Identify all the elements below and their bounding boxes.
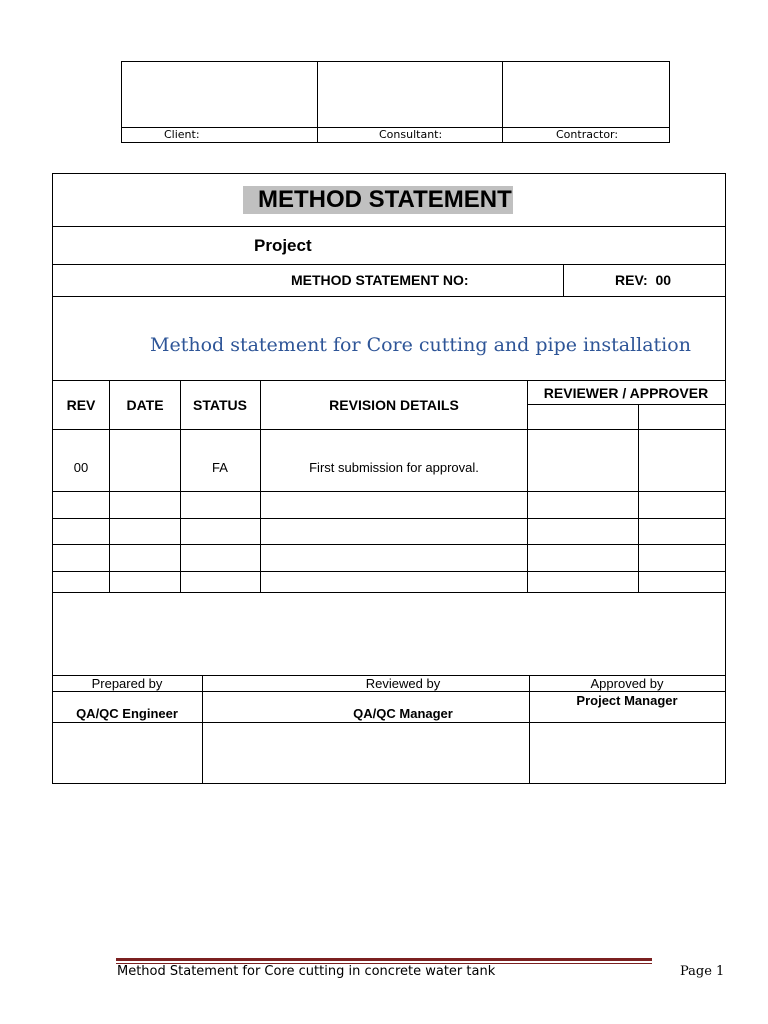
column-header-date: DATE	[126, 397, 164, 413]
approved-by-role: Project Manager	[576, 693, 678, 708]
column-header-reviewer-approver: REVIEWER / APPROVER	[543, 385, 709, 401]
table-cell-rev: 00	[73, 460, 89, 475]
client-label: Client:	[164, 128, 200, 141]
prepared-by-label: Prepared by	[91, 676, 163, 691]
consultant-label: Consultant:	[379, 128, 443, 141]
reviewed-by-role: QA/QC Manager	[353, 706, 453, 721]
document-title: METHOD STATEMENT	[243, 186, 513, 214]
project-label: Project	[254, 236, 312, 255]
table-cell-revision-details: First submission for approval.	[309, 460, 479, 475]
revision-number: REV: 00	[615, 272, 672, 288]
method-statement-description: Method statement for Core cutting and pipe installation	[150, 334, 691, 356]
approved-by-label: Approved by	[590, 676, 664, 691]
column-header-rev: REV	[66, 397, 96, 413]
prepared-by-role: QA/QC Engineer	[76, 706, 178, 721]
method-statement-no-label: METHOD STATEMENT NO:	[291, 272, 469, 288]
footer-text: Method Statement for Core cutting in concrete water tank	[117, 964, 496, 979]
page-number: Page 1	[680, 964, 725, 979]
reviewed-by-label: Reviewed by	[365, 676, 441, 691]
footer-rule	[116, 958, 652, 961]
column-header-revision-details: REVISION DETAILS	[329, 397, 459, 413]
contractor-label: Contractor:	[556, 128, 619, 141]
column-header-status: STATUS	[193, 397, 247, 413]
table-cell-status: FA	[212, 460, 228, 475]
